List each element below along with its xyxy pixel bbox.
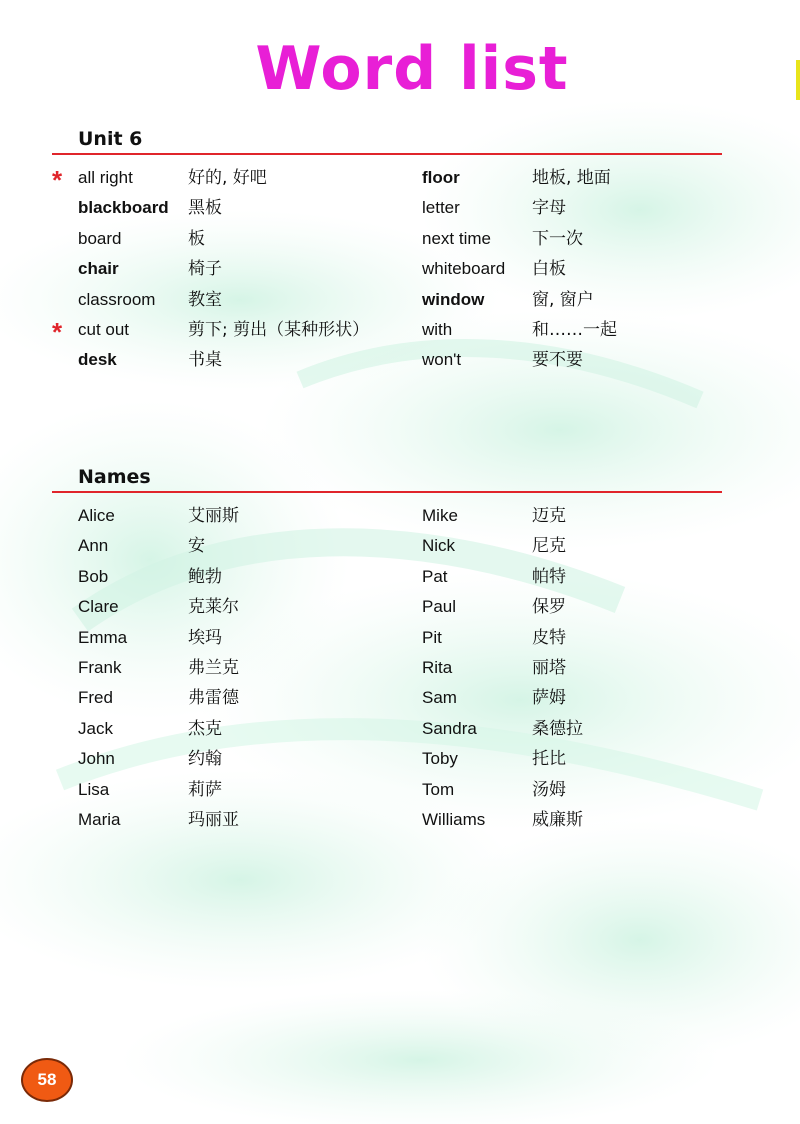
word: whiteboard (422, 259, 506, 279)
word: blackboard (78, 198, 169, 218)
translation: 艾丽斯 (188, 506, 239, 526)
translation: 黑板 (188, 198, 222, 219)
translation: 克莱尔 (188, 597, 239, 618)
translation: 要不要 (532, 350, 583, 371)
word: Pat (422, 566, 448, 586)
star-icon: * (52, 165, 63, 195)
word: chair (78, 259, 119, 279)
page-title: Word list (255, 34, 569, 104)
word: Emma (78, 627, 128, 647)
word: won't (422, 350, 462, 370)
word: Tom (422, 779, 455, 799)
translation: 尼克 (532, 536, 566, 557)
translation: 约翰 (188, 749, 222, 770)
word: Pit (422, 627, 442, 647)
unit6-divider (52, 153, 722, 155)
word: window (422, 289, 485, 309)
word: next time (422, 228, 491, 248)
translation: 丽塔 (532, 658, 566, 678)
translation: 地板, 地面 (532, 168, 611, 188)
translation: 帕特 (532, 566, 566, 587)
word: Nick (422, 536, 456, 556)
translation: 萨姆 (532, 688, 566, 709)
word: letter (422, 198, 460, 218)
word: Paul (422, 597, 457, 617)
translation: 汤姆 (532, 779, 566, 800)
translation: 教室 (188, 289, 222, 310)
translation: 板 (188, 228, 205, 249)
word: Maria (78, 810, 121, 829)
translation: 窗, 窗户 (532, 289, 594, 310)
names-divider (52, 491, 722, 493)
translation: 好的, 好吧 (188, 168, 267, 188)
translation: 剪下; 剪出（某种形状） (188, 320, 370, 340)
word: Fred (78, 688, 113, 708)
word: all right (78, 168, 133, 187)
translation: 鲍勃 (188, 566, 222, 587)
translation: 保罗 (532, 597, 566, 618)
translation: 威廉斯 (532, 810, 583, 830)
word: Jack (78, 718, 113, 738)
word: Clare (78, 597, 119, 617)
translation: 书桌 (188, 350, 222, 371)
word: Lisa (78, 779, 110, 799)
word: floor (422, 168, 460, 187)
word: John (78, 749, 115, 769)
word: board (78, 228, 122, 248)
unit6-heading: Unit 6 (78, 128, 143, 150)
translation: 椅子 (188, 259, 222, 280)
word: Toby (422, 749, 458, 769)
word: desk (78, 350, 117, 370)
page-number-badge: 58 (21, 1058, 73, 1102)
word: Frank (78, 658, 122, 677)
star-icon: * (52, 317, 63, 347)
word: classroom (78, 289, 156, 309)
translation: 桑德拉 (532, 718, 583, 739)
translation: 弗雷德 (188, 688, 239, 709)
translation: 弗兰克 (188, 658, 239, 678)
translation: 托比 (532, 749, 566, 770)
word: Alice (78, 506, 115, 525)
translation: 安 (188, 536, 205, 557)
translation: 皮特 (532, 627, 566, 648)
word: Bob (78, 566, 109, 586)
translation: 玛丽亚 (188, 810, 239, 830)
translation: 白板 (532, 259, 566, 280)
word: Sandra (422, 718, 477, 738)
word: Rita (422, 658, 453, 677)
word: Ann (78, 536, 109, 556)
word: Mike (422, 506, 458, 525)
word: Williams (422, 810, 486, 829)
word: with (422, 320, 453, 339)
word: Sam (422, 688, 457, 708)
translation: 莉萨 (188, 779, 222, 800)
translation: 杰克 (188, 718, 222, 739)
translation: 字母 (532, 198, 566, 219)
names-heading: Names (78, 466, 151, 488)
translation: 下一次 (532, 228, 583, 249)
translation: 迈克 (532, 506, 566, 526)
word: cut out (78, 320, 130, 339)
translation: 埃玛 (188, 627, 222, 648)
translation: 和……一起 (532, 320, 617, 340)
